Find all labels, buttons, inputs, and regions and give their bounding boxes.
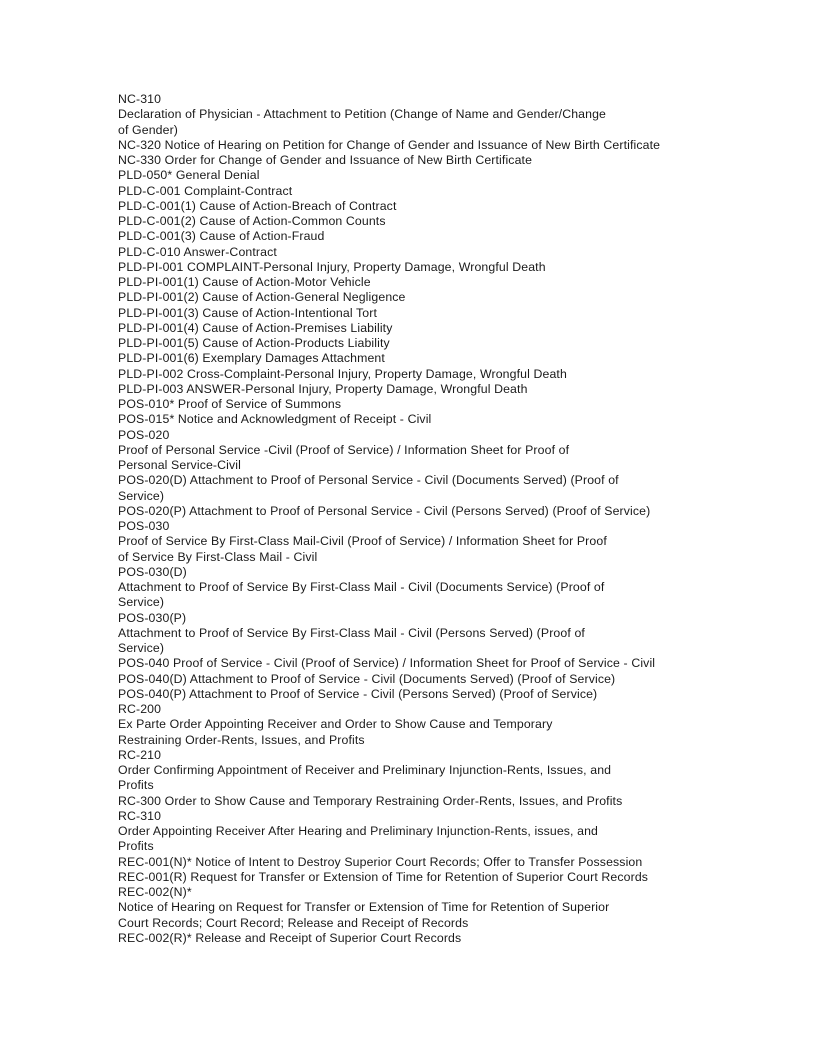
list-line: Proof of Service By First-Class Mail-Civil (Proof of Service) / Information Sheet for Proof xyxy=(118,534,607,549)
list-line: POS-015* Notice and Acknowledgment of Receipt - Civil xyxy=(118,412,432,427)
list-line: POS-040(D) Attachment to Proof of Service - Civil (Documents Served) (Proof of Service) xyxy=(118,671,616,686)
list-line: Notice of Hearing on Request for Transfer or Extension of Time for Retention of Superior xyxy=(118,900,610,915)
list-line: POS-040(P) Attachment to Proof of Service - Civil (Persons Served) (Proof of Service) xyxy=(118,686,598,701)
list-line: PLD-PI-001(2) Cause of Action-General Negligence xyxy=(118,290,406,305)
list-line: Proof of Personal Service -Civil (Proof of Service) / Information Sheet for Proof of xyxy=(118,442,570,457)
list-line: RC-210 xyxy=(118,747,162,762)
list-line: PLD-PI-001(4) Cause of Action-Premises Liability xyxy=(118,320,393,335)
list-line: RC-300 Order to Show Cause and Temporary Restraining Order-Rents, Issues, and Profits xyxy=(118,793,623,808)
list-line: PLD-C-010 Answer-Contract xyxy=(118,244,277,259)
list-line: POS-030(D) xyxy=(118,564,187,579)
list-line: REC-001(N)* Notice of Intent to Destroy Superior Court Records; Offer to Transfer Possession xyxy=(118,854,643,869)
list-line: PLD-PI-001(1) Cause of Action-Motor Vehicle xyxy=(118,275,371,289)
list-line: PLD-C-001 Complaint-Contract xyxy=(118,183,293,198)
list-line: Service) xyxy=(118,488,165,503)
list-line: POS-030 xyxy=(118,519,170,533)
list-line: PLD-PI-003 ANSWER-Personal Injury, Property Damage, Wrongful Death xyxy=(118,381,528,396)
list-line: Ex Parte Order Appointing Receiver and Order to Show Cause and Temporary xyxy=(118,717,553,732)
list-line: PLD-C-001(2) Cause of Action-Common Counts xyxy=(118,214,386,228)
list-line: Declaration of Physician - Attachment to Petition (Change of Name and Gender/Change xyxy=(118,107,607,122)
list-line: PLD-PI-002 Cross-Complaint-Personal Injury, Property Damage, Wrongful Death xyxy=(118,366,567,381)
list-line: NC-330 Order for Change of Gender and Issuance of New Birth Certificate xyxy=(118,153,533,167)
list-line: Service) xyxy=(118,641,165,655)
list-line: POS-010* Proof of Service of Summons xyxy=(118,397,342,411)
list-line: REC-001(R) Request for Transfer or Extension of Time for Retention of Superior Court Records xyxy=(118,869,649,884)
list-line: POS-020 xyxy=(118,427,170,442)
list-line: Order Confirming Appointment of Receiver and Preliminary Injunction-Rents, Issues, and xyxy=(118,763,612,777)
list-line: POS-030(P) xyxy=(118,610,187,625)
list-line: REC-002(R)* Release and Receipt of Superior Court Records xyxy=(118,930,462,945)
list-line: PLD-PI-001(3) Cause of Action-Intentional Tort xyxy=(118,305,378,320)
list-line: PLD-PI-001(6) Exemplary Damages Attachment xyxy=(118,351,385,366)
list-line: PLD-PI-001(5) Cause of Action-Products Liability xyxy=(118,336,390,350)
list-line: PLD-C-001(3) Cause of Action-Fraud xyxy=(118,229,325,244)
list-line: Restraining Order-Rents, Issues, and Profits xyxy=(118,732,365,747)
list-line: Attachment to Proof of Service By First-Class Mail - Civil (Persons Served) (Proof of xyxy=(118,625,585,640)
list-line: Court Records; Court Record; Release and Receipt of Records xyxy=(118,915,469,930)
list-line: PLD-050* General Denial xyxy=(118,168,260,183)
list-line: Profits xyxy=(118,839,154,854)
list-line: Service) xyxy=(118,595,165,610)
list-line: NC-320 Notice of Hearing on Petition for Change of Gender and Issuance of New Birth Certificate xyxy=(118,137,661,152)
list-line: Attachment to Proof of Service By First-Class Mail - Civil (Documents Service) (Proof of xyxy=(118,580,605,594)
forms-list xyxy=(118,92,718,946)
list-line: Profits xyxy=(118,778,154,793)
list-line: Order Appointing Receiver After Hearing and Preliminary Injunction-Rents, issues, and xyxy=(118,824,599,838)
list-line: PLD-PI-001 COMPLAINT-Personal Injury, Property Damage, Wrongful Death xyxy=(118,259,546,274)
list-line: RC-200 xyxy=(118,702,162,716)
list-line: POS-020(P) Attachment to Proof of Personal Service - Civil (Persons Served) (Proof of Service) xyxy=(118,503,651,518)
list-line: of Gender) xyxy=(118,122,179,137)
list-line: Personal Service-Civil xyxy=(118,458,241,472)
list-line: REC-002(N)* xyxy=(118,885,192,899)
list-line: RC-310 xyxy=(118,808,162,823)
list-line: PLD-C-001(1) Cause of Action-Breach of Contract xyxy=(118,198,397,213)
list-line: POS-040 Proof of Service - Civil (Proof of Service) / Information Sheet for Proof of Service - Civil xyxy=(118,656,656,671)
list-line: of Service By First-Class Mail - Civil xyxy=(118,549,318,564)
list-line: POS-020(D) Attachment to Proof of Personal Service - Civil (Documents Served) (Proof of xyxy=(118,473,619,488)
list-line: NC-310 xyxy=(118,92,162,106)
